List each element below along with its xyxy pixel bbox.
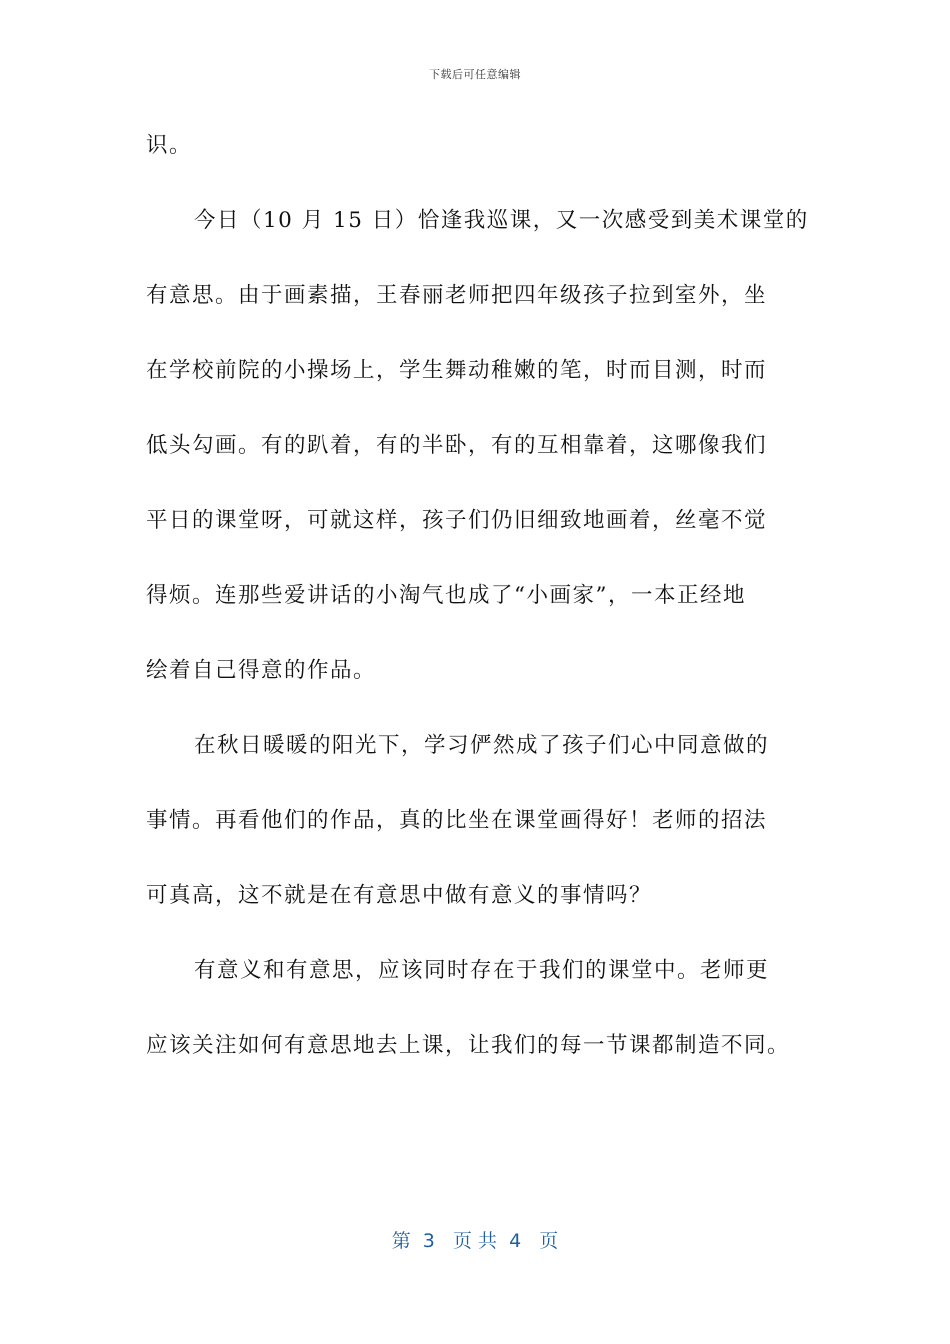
text-line: 可真高，这不就是在有意思中做有意义的事情吗？ bbox=[146, 883, 653, 908]
text-line: 绘着自己得意的作品。 bbox=[146, 658, 377, 683]
paragraph-start-line: 有意义和有意思，应该同时存在于我们的课堂中。老师更 bbox=[194, 958, 770, 983]
text-line: 有意思。由于画素描，王春丽老师把四年级孩子拉到室外，坐 bbox=[146, 283, 768, 308]
text-line: 识。 bbox=[146, 133, 193, 158]
page-number-footer: 第 3 页 共 4 页 bbox=[391, 1230, 559, 1252]
paragraph-start-line: 今日（10 月 15 日）恰逢我巡课，又一次感受到美术课堂的 bbox=[194, 208, 809, 233]
page-header: 下载后可任意编辑 bbox=[429, 68, 521, 81]
text-line: 应该关注如何有意思地去上课，让我们的每一节课都制造不同。 bbox=[146, 1033, 791, 1058]
text-line: 平日的课堂呀，可就这样，孩子们仍旧细致地画着，丝毫不觉 bbox=[146, 508, 768, 533]
text-line: 得烦。连那些爱讲话的小淘气也成了“小画家”，一本正经地 bbox=[146, 583, 746, 608]
text-line: 在学校前院的小操场上，学生舞动稚嫩的笔，时而目测，时而 bbox=[146, 358, 768, 383]
text-line: 事情。再看他们的作品，真的比坐在课堂画得好！老师的招法 bbox=[146, 808, 768, 833]
paragraph-start-line: 在秋日暖暖的阳光下，学习俨然成了孩子们心中同意做的 bbox=[194, 733, 770, 758]
text-line: 低头勾画。有的趴着，有的半卧，有的互相靠着，这哪像我们 bbox=[146, 433, 768, 458]
